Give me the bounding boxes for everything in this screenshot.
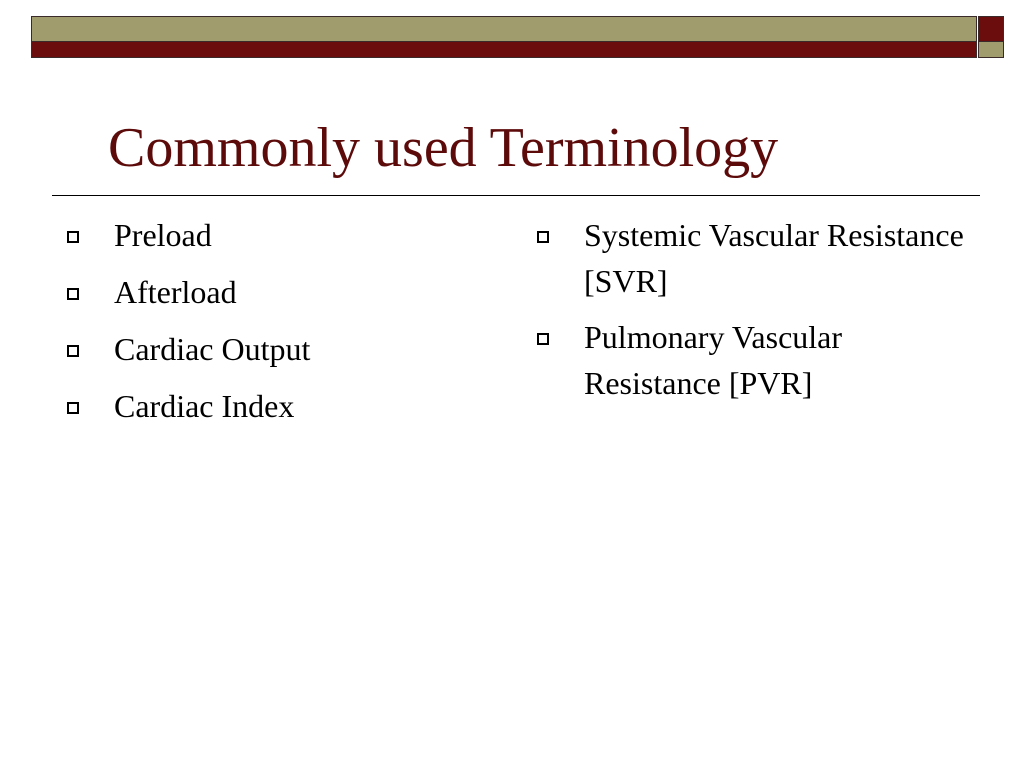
hollow-square-bullet-icon [67, 402, 79, 414]
list-item [60, 383, 460, 429]
slide-title: Commonly used Terminology [108, 117, 779, 179]
hollow-square-bullet-icon [67, 345, 79, 357]
bullet-label: Systemic Vascular Resistance [SVR] [584, 217, 964, 299]
hollow-square-bullet-icon [67, 288, 79, 300]
bullet-label: Cardiac Output [114, 331, 311, 367]
header-square-maroon [978, 16, 1004, 42]
list-item [530, 212, 970, 304]
title-divider [52, 195, 980, 196]
hollow-square-bullet-icon [537, 333, 549, 345]
header-square-olive [978, 42, 1004, 58]
bullet-label: Afterload [114, 274, 237, 310]
bullet-label: Cardiac Index [114, 388, 295, 424]
header-bar-maroon [31, 42, 977, 58]
header-bar-olive [31, 16, 977, 42]
hollow-square-bullet-icon [537, 231, 549, 243]
bullet-label: Preload [114, 217, 212, 253]
bullet-list-right [530, 212, 970, 416]
list-item [60, 269, 460, 315]
hollow-square-bullet-icon [67, 231, 79, 243]
list-item [60, 326, 460, 372]
bullet-list-left [60, 212, 460, 440]
list-item [530, 314, 970, 406]
bullet-label: Pulmonary Vascular Resistance [PVR] [584, 319, 843, 401]
list-item [60, 212, 460, 258]
